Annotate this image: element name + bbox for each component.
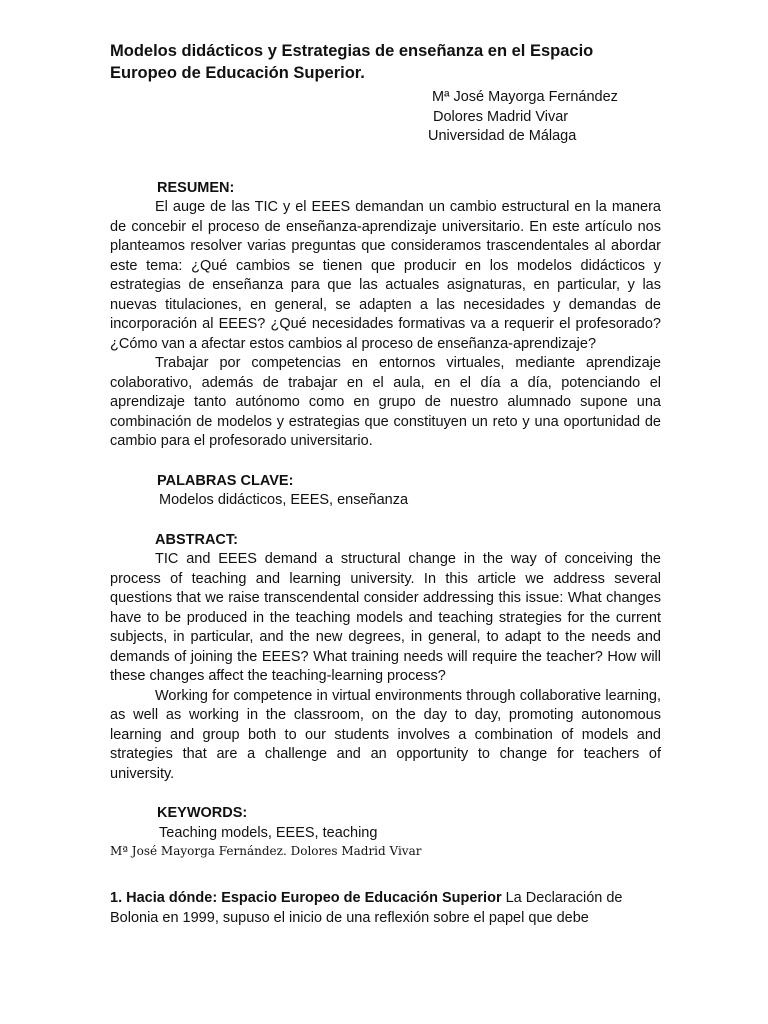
resumen-heading: RESUMEN: (157, 179, 235, 196)
author-2: Dolores Madrid Vivar (433, 108, 569, 125)
keywords-text: Teaching models, EEES, teaching (159, 824, 378, 841)
author-block (110, 88, 661, 147)
section-1-heading: 1. Hacia dónde: Espacio Europeo de Educación Superior (110, 890, 502, 906)
abstract-heading: ABSTRACT: (155, 531, 238, 548)
keywords-heading: KEYWORDS: (157, 805, 248, 821)
abstract-paragraph-1: TIC and EEES demand a structural change in the way of conceiving the process of teaching and learning university. In this article we address several questions that we raise transcendental consider addressing this issue: What changes have to be produced in the teaching models and teaching strategies for the current subjects, in particular, and the new degrees, in general, to adapt to the needs and demands of joining the EEES? What training needs will require the teacher? How will these changes affect the teaching-learning process? (110, 551, 661, 684)
resumen-paragraph-2: Trabajar por competencias en entornos virtuales, mediante aprendizaje colaborativo, además de trabajar en el aula, en el día a día, potenciando el aprendizaje tanto autónomo como en grupo de nuestro alumnado supone una combinación de modelos y estrategias que constituyen un reto y una oportunidad de cambio para el profesorado universitario. (110, 355, 661, 449)
palabras-clave-heading: PALABRAS CLAVE: (157, 472, 294, 489)
palabras-clave-text: Modelos didácticos, EEES, enseñanza (159, 492, 409, 508)
document-page (110, 40, 661, 928)
affiliation: Universidad de Málaga (428, 128, 577, 144)
author-1: Mª José Mayorga Fernández (432, 89, 618, 105)
footer-authors: Mª José Mayorga Fernández. Dolores Madrid Vivar (110, 844, 422, 858)
abstract-paragraph-2: Working for competence in virtual environments through collaborative learning, as well as working in the classroom, on the day to day, promoting autonomous learning and group both to our students involves a combination of models and strategies that are a challenge and an opportunity to change for teachers of university. (110, 687, 661, 782)
section-1-text: La Declaración de Bolonia en 1999, supuso el inicio de una reflexión sobre el papel que debe (110, 890, 623, 926)
resumen-paragraph-1: El auge de las TIC y el EEES demandan un cambio estructural en la manera de concebir el proceso de enseñanza-aprendizaje universitario. En este artículo nos planteamos resolver varias preguntas que consideramos trascendentales al abordar este tema: ¿Qué cambios se tienen que producir en los modelos didácticos y estrategias de enseñanza para que las actuales asignaturas, en particular, y las nuevas titulaciones, en general, se adapten a las necesidades y demandas de incorporación al EEES? ¿Qué necesidades formativas va a requerir el profesorado? ¿Cómo van a afectar estos cambios al proceso de enseñanza-aprendizaje? (110, 199, 661, 352)
paper-title: Modelos didácticos y Estrategias de enseñanza en el Espacio Europeo de Educación Superior. (110, 42, 594, 82)
section-1-paragraph (110, 889, 661, 928)
